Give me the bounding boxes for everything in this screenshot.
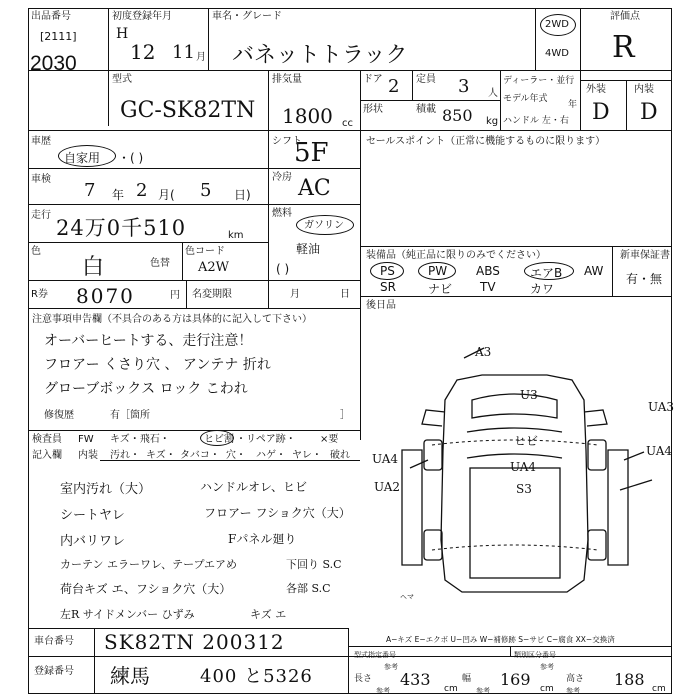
equipment-label: 装備品（純正品に限りのみでください） bbox=[366, 250, 546, 261]
insp-fw: FW bbox=[78, 434, 94, 445]
lot-number: 2030 bbox=[30, 52, 77, 75]
damage-legend: A−キズ E−エクボ U−凹み W−補修跡 S−サビ C−腐食 XX−交換済 bbox=[386, 635, 615, 644]
year-unit: 年 bbox=[568, 100, 578, 110]
color-code: A2W bbox=[198, 260, 230, 275]
mark-hema: ヘマ bbox=[400, 593, 414, 601]
eq-airbag: エアB bbox=[530, 266, 563, 280]
insp-x: ×要 bbox=[320, 434, 339, 445]
kg-unit: kg bbox=[486, 116, 499, 127]
load: 850 bbox=[442, 106, 473, 125]
comment-1: 室内汚れ（大） bbox=[60, 482, 152, 497]
color: 白 bbox=[82, 255, 105, 280]
repair-label: 修復歴 bbox=[44, 410, 74, 421]
entry-label: 記入欄 bbox=[32, 450, 62, 461]
eq-abs: ABS bbox=[476, 264, 500, 278]
exterior-label: 外装 bbox=[586, 84, 606, 95]
height-value: 188 bbox=[614, 670, 645, 689]
warranty-label: 新車保証書 bbox=[620, 250, 670, 261]
auction-code: [2111] bbox=[40, 30, 77, 43]
insp-month: 2 bbox=[136, 180, 148, 201]
length-value: 433 bbox=[400, 670, 431, 689]
eq-sr: SR bbox=[380, 280, 396, 294]
nc-day: 日 bbox=[340, 289, 350, 300]
person-unit: 人 bbox=[488, 88, 498, 99]
insp-year-unit: 年 bbox=[112, 188, 125, 202]
name-change-label: 名変期限 bbox=[192, 289, 232, 300]
cc-unit: cc bbox=[342, 118, 353, 129]
dealer-label: ディーラー・並行 bbox=[503, 76, 575, 86]
repair-close: ］ bbox=[340, 410, 350, 421]
interior-grade: D bbox=[640, 100, 658, 125]
comment-9: 荷台キズ エ、フショク穴（大） bbox=[60, 582, 232, 596]
first-reg-label: 初度登録年月 bbox=[112, 11, 172, 22]
inspection-label: 車検 bbox=[31, 174, 51, 185]
color-name-label: 色替 bbox=[150, 258, 170, 269]
car-name-label: 車名・グレード bbox=[212, 11, 282, 22]
doors: 2 bbox=[388, 76, 400, 97]
reg-area: 練馬 bbox=[110, 664, 150, 688]
mileage-label: 走行 bbox=[31, 210, 51, 221]
model-year-label: モデル年式 bbox=[503, 94, 548, 104]
mark-crack: ヒビ bbox=[514, 434, 539, 448]
car-name: バネットトラック bbox=[232, 43, 408, 68]
nc-month: 月 bbox=[290, 289, 300, 300]
era: H bbox=[116, 26, 129, 42]
ref-2: 参考 bbox=[540, 663, 554, 671]
km-unit: km bbox=[228, 230, 244, 241]
comment-2: ハンドルオレ、ヒビ bbox=[200, 480, 308, 494]
fuel-gas: ガソリン bbox=[304, 220, 344, 231]
comment-6: Fパネル廻り bbox=[228, 532, 297, 546]
interior-label: 内装 bbox=[634, 84, 654, 95]
warranty-value: 有・無 bbox=[626, 272, 663, 286]
insp-month-unit: 月( bbox=[158, 188, 175, 202]
lot-label: 出品番号 bbox=[31, 11, 71, 22]
exterior-grade: D bbox=[592, 100, 610, 125]
comment-11: 左R サイドメンバー ひずみ bbox=[60, 608, 195, 621]
comment-4: フロアー フショク穴（大） bbox=[204, 506, 351, 520]
color-label: 色 bbox=[31, 246, 41, 257]
chassis-number: SK82TN 200312 bbox=[104, 630, 285, 654]
recycle-amount: 8070 bbox=[76, 284, 135, 308]
drive-2wd: 2WD bbox=[545, 19, 569, 30]
private-use: 自家用 bbox=[64, 151, 101, 165]
width-label: 幅 bbox=[462, 674, 472, 684]
shift-label: シフト bbox=[272, 136, 302, 147]
class-label: 類別区分番号 bbox=[514, 651, 556, 659]
length-cm: cm bbox=[444, 684, 458, 694]
ac-label: 冷房 bbox=[272, 172, 292, 183]
height-cm: cm bbox=[652, 684, 666, 694]
model: GC-SK82TN bbox=[120, 98, 256, 123]
insp-crack: ヒビ割 bbox=[204, 434, 234, 445]
entry-worn: ハゲ・ bbox=[256, 450, 286, 461]
eq-ps: PS bbox=[380, 264, 395, 278]
recycle-label: R券 bbox=[31, 289, 48, 300]
eq-navi: ナビ bbox=[428, 282, 453, 296]
shift: 5F bbox=[294, 138, 329, 168]
fuel-other: ( ) bbox=[276, 262, 290, 276]
entry-torn: 破れ bbox=[330, 450, 350, 461]
fuel-diesel: 軽油 bbox=[296, 242, 321, 256]
reg-year: 12 bbox=[130, 40, 156, 64]
drive-4wd: 4WD bbox=[545, 48, 569, 59]
month-unit: 月 bbox=[196, 52, 206, 63]
displacement: 1800 bbox=[282, 104, 333, 128]
model-label: 型式 bbox=[112, 74, 132, 85]
width-value: 169 bbox=[500, 670, 531, 689]
height-ref: 参考 bbox=[566, 687, 580, 695]
chassis-label: 車台番号 bbox=[34, 636, 74, 647]
shape-label: 形状 bbox=[363, 104, 383, 115]
length-ref: 参考 bbox=[376, 687, 390, 695]
after-label: 後日品 bbox=[366, 300, 396, 311]
mark-u3: U3 bbox=[520, 388, 538, 402]
ac: AC bbox=[298, 176, 331, 201]
note-line-1: オーバーヒートする、走行注意！ bbox=[44, 333, 253, 349]
handle-label: ハンドル 左・右 bbox=[503, 116, 569, 126]
comment-3: シートヤレ bbox=[60, 508, 125, 523]
type-spec-label: 型式指定番号 bbox=[354, 651, 396, 659]
mark-ua3: UA3 bbox=[648, 400, 675, 414]
history-label: 車歴 bbox=[31, 136, 51, 147]
mark-ua4-right: UA4 bbox=[646, 444, 673, 458]
entry-interior: 内装 bbox=[78, 450, 98, 461]
comment-5: 内バリワレ bbox=[60, 534, 126, 549]
insp-day-unit: 日) bbox=[234, 188, 251, 202]
entry-loose: ヤレ・ bbox=[292, 450, 322, 461]
eq-pw: PW bbox=[428, 264, 448, 278]
insp-repair: ・リペア跡・ bbox=[236, 434, 296, 445]
eq-tv: TV bbox=[480, 280, 496, 294]
note-line-3: グローブボックス ロック こわれ bbox=[44, 381, 248, 397]
displacement-label: 排気量 bbox=[272, 74, 302, 85]
entry-dirt: 汚れ・ bbox=[110, 450, 140, 461]
ref-1: 参考 bbox=[384, 663, 398, 671]
history-other: ・( ) bbox=[118, 151, 144, 165]
doors-label: ドア bbox=[363, 74, 383, 85]
reg-month: 11 bbox=[172, 42, 195, 63]
entry-scratch: キズ・ bbox=[146, 450, 176, 461]
mark-ua4-bed: UA4 bbox=[510, 460, 537, 474]
grade: R bbox=[612, 30, 635, 65]
yen-unit: 円 bbox=[170, 290, 180, 301]
vehicle-damage-diagram bbox=[362, 340, 675, 610]
insp-day: 5 bbox=[200, 180, 212, 201]
length-label: 長さ bbox=[354, 674, 373, 684]
height-label: 高さ bbox=[566, 674, 585, 684]
comment-10: 各部 S.C bbox=[286, 582, 331, 595]
mark-s3: S3 bbox=[516, 482, 532, 496]
width-cm: cm bbox=[540, 684, 554, 694]
mileage: 24万0千510 bbox=[56, 216, 187, 240]
fuel-label: 燃料 bbox=[272, 208, 292, 219]
eq-leather: カワ bbox=[530, 282, 555, 296]
inspector-label: 検査員 bbox=[32, 434, 62, 445]
insp-year: 7 bbox=[84, 180, 96, 201]
reg-label: 登録番号 bbox=[34, 666, 74, 677]
notes-label: 注意事項申告欄（不具合のある方は具体的に記入して下さい） bbox=[32, 314, 312, 325]
capacity-label: 定員 bbox=[416, 74, 436, 85]
note-line-2: フロアー くさり穴 、 アンテナ 折れ bbox=[44, 357, 271, 373]
capacity: 3 bbox=[458, 76, 470, 97]
load-label: 積載 bbox=[416, 104, 436, 115]
eq-aw: AW bbox=[584, 264, 604, 278]
repair-value: 有［箇所 bbox=[110, 410, 150, 421]
sales-point-label: セールスポイント（正常に機能するものに限ります） bbox=[366, 136, 606, 147]
comment-7: カーテン エラーワレ、テープエアめ bbox=[60, 558, 237, 571]
width-ref: 参考 bbox=[476, 687, 490, 695]
mark-ua4-left: UA4 bbox=[372, 452, 399, 466]
entry-hole: 穴・ bbox=[226, 450, 246, 461]
grade-label: 評価点 bbox=[610, 11, 640, 22]
comment-8: 下回り S.C bbox=[286, 558, 342, 571]
color-code-label: 色コード bbox=[185, 246, 225, 257]
mark-a3-front: A3 bbox=[475, 345, 492, 359]
mark-ua2: UA2 bbox=[374, 480, 401, 494]
reg-number: 400 と5326 bbox=[200, 666, 313, 687]
comment-12: キズ エ bbox=[250, 608, 287, 621]
entry-tobacco: タバコ・ bbox=[180, 450, 220, 461]
insp-scratch: キズ・飛石・ bbox=[110, 434, 170, 445]
